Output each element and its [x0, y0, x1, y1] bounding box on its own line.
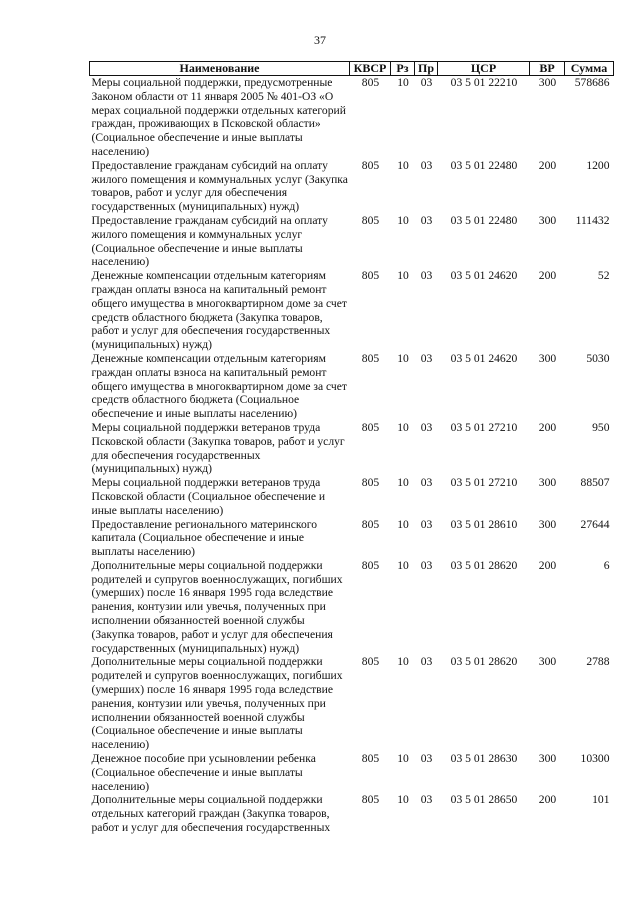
- page-number: 37: [314, 33, 326, 47]
- cell-csr: 03 5 01 24620: [450, 351, 518, 365]
- cell-rz: 10: [397, 752, 409, 766]
- cell-vr: 300: [538, 351, 557, 365]
- cell-rz: 10: [397, 76, 409, 89]
- cell-sum: 88507: [580, 476, 610, 490]
- cell-kvsr: 805: [361, 420, 380, 434]
- column-header-pr: Пр: [415, 62, 438, 76]
- cell-csr: 03 5 01 28620: [450, 655, 518, 669]
- column-header-name: Наименование: [90, 62, 350, 76]
- cell-name: Предоставление гражданам субсидий на оплату жилого помещения и коммунальных услуг (Закупка товаров, работ и услуг для обеспечения государственных (муниципальных) нужд): [91, 158, 348, 214]
- cell-rz: 10: [397, 420, 409, 434]
- cell-name: Предоставление гражданам субсидий на оплату жилого помещения и коммунальных услуг (Социальное обеспечение и иные выплаты населению): [91, 213, 328, 269]
- cell-vr: 200: [538, 793, 557, 807]
- cell-kvsr: 805: [361, 476, 380, 490]
- cell-pr: 03: [420, 655, 433, 669]
- cell-vr: 300: [538, 213, 557, 227]
- cell-pr: 03: [420, 476, 433, 490]
- cell-kvsr: 805: [361, 655, 380, 669]
- cell-vr: 200: [538, 269, 557, 283]
- table-row: [90, 352, 614, 421]
- cell-vr: 300: [538, 752, 557, 766]
- cell-vr: 300: [538, 76, 557, 89]
- table-row: [90, 655, 614, 752]
- cell-name: Дополнительные меры социальной поддержки родителей и супругов военнослужащих, погибших (умерших) после 16 января 1995 года вследствие ранения, контузии или увечья, полученных при исполнении обязанностей военной службы (Закупка товаров, работ и услуг для обеспечения государственных (муниципальных) нужд): [91, 558, 343, 655]
- table-row: [90, 752, 614, 793]
- cell-sum: 27644: [580, 517, 610, 531]
- table-row: [90, 159, 614, 214]
- cell-rz: 10: [397, 476, 409, 490]
- cell-pr: 03: [420, 793, 433, 807]
- cell-rz: 10: [397, 351, 409, 365]
- cell-csr: 03 5 01 27210: [450, 476, 518, 490]
- cell-rz: 10: [397, 158, 409, 172]
- cell-sum: 2788: [586, 655, 610, 669]
- budget-table: [89, 61, 614, 835]
- cell-pr: 03: [420, 351, 433, 365]
- cell-csr: 03 5 01 24620: [450, 269, 518, 283]
- cell-rz: 10: [397, 213, 409, 227]
- table-row: [90, 518, 614, 559]
- cell-pr: 03: [420, 213, 433, 227]
- cell-csr: 03 5 01 27210: [450, 420, 518, 434]
- cell-vr: 200: [538, 158, 557, 172]
- cell-csr: 03 5 01 22480: [450, 213, 518, 227]
- column-header-sum: Сумма: [565, 62, 614, 76]
- column-header-kvsr: КВСР: [350, 62, 391, 76]
- table-row: [90, 559, 614, 656]
- cell-name: Меры социальной поддержки ветеранов труда Псковской области (Закупка товаров, работ и услуг для обеспечения государственных (муниципальных) нужд): [91, 420, 345, 476]
- cell-csr: 03 5 01 28630: [450, 752, 518, 766]
- cell-pr: 03: [420, 420, 433, 434]
- cell-pr: 03: [420, 158, 433, 172]
- cell-kvsr: 805: [361, 752, 380, 766]
- table-row: [90, 476, 614, 517]
- cell-csr: 03 5 01 22480: [450, 158, 518, 172]
- cell-sum: 1200: [586, 158, 610, 172]
- cell-sum: 578686: [574, 76, 610, 89]
- cell-vr: 300: [538, 655, 557, 669]
- cell-name: Меры социальной поддержки ветеранов труда Псковской области (Социальное обеспечение и иные выплаты населению): [91, 476, 326, 517]
- cell-pr: 03: [420, 269, 433, 283]
- table-row: [90, 76, 614, 159]
- cell-kvsr: 805: [361, 351, 380, 365]
- column-header-csr: ЦСР: [438, 62, 530, 76]
- cell-csr: 03 5 01 28620: [450, 558, 518, 572]
- cell-vr: 300: [538, 517, 557, 531]
- cell-name: Денежные компенсации отдельным категориям граждан оплаты взноса на капитальный ремонт общего имущества в многоквартирном доме за счет средств областного бюджета (Социальное обеспечение и иные выплаты населению): [91, 351, 347, 421]
- cell-kvsr: 805: [361, 213, 380, 227]
- table-row: [90, 421, 614, 476]
- table-header-row: [90, 62, 614, 76]
- cell-name: Денежное пособие при усыновлении ребенка (Социальное обеспечение и иные выплаты населению): [91, 752, 316, 793]
- cell-sum: 950: [592, 420, 610, 434]
- cell-pr: 03: [420, 558, 433, 572]
- cell-name: Дополнительные меры социальной поддержки родителей и супругов военнослужащих, погибших (умерших) после 16 января 1995 года вследствие ранения, контузии или увечья, полученных при исполнении обязанностей военной службы (Социальное обеспечение и иные выплаты населению): [91, 655, 343, 752]
- cell-rz: 10: [397, 558, 409, 572]
- cell-rz: 10: [397, 269, 409, 283]
- table-row: [90, 269, 614, 352]
- cell-vr: 200: [538, 420, 557, 434]
- column-header-vr: ВР: [530, 62, 565, 76]
- cell-kvsr: 805: [361, 158, 380, 172]
- cell-kvsr: 805: [361, 558, 380, 572]
- cell-kvsr: 805: [361, 76, 380, 89]
- cell-rz: 10: [397, 517, 409, 531]
- cell-sum: 5030: [586, 351, 610, 365]
- cell-kvsr: 805: [361, 269, 380, 283]
- cell-sum: 101: [592, 793, 610, 807]
- cell-kvsr: 805: [361, 517, 380, 531]
- cell-sum: 52: [597, 269, 610, 283]
- table-row: [90, 214, 614, 269]
- cell-csr: 03 5 01 28610: [450, 517, 518, 531]
- cell-vr: 300: [538, 476, 557, 490]
- cell-rz: 10: [397, 793, 409, 807]
- cell-csr: 03 5 01 28650: [450, 793, 518, 807]
- cell-sum: 10300: [580, 752, 610, 766]
- column-header-rz: Рз: [391, 62, 415, 76]
- cell-name: Дополнительные меры социальной поддержки отдельных категорий граждан (Закупка товаров, работ и услуг для обеспечения государственных: [91, 793, 331, 835]
- cell-pr: 03: [420, 76, 433, 89]
- cell-sum: 6: [603, 558, 610, 572]
- table-row: [90, 793, 614, 834]
- cell-sum: 111432: [575, 213, 610, 227]
- cell-name: Денежные компенсации отдельным категориям граждан оплаты взноса на капитальный ремонт общего имущества в многоквартирном доме за счет средств областного бюджета (Закупка товаров, работ и услуг для обеспечения государственных (муниципальных) нужд): [91, 269, 347, 352]
- cell-name: Предоставление регионального материнского капитала (Социальное обеспечение и иные выплаты населению): [91, 517, 318, 559]
- cell-rz: 10: [397, 655, 409, 669]
- cell-vr: 200: [538, 558, 557, 572]
- cell-pr: 03: [420, 752, 433, 766]
- cell-kvsr: 805: [361, 793, 380, 807]
- cell-csr: 03 5 01 22210: [450, 76, 518, 89]
- cell-name: Меры социальной поддержки, предусмотренные Законом области от 11 января 2005 № 401-ОЗ «О мерах социальной поддержки отдельных категорий граждан, проживающих в Псковской области» (Социальное обеспечение и иные выплаты населению): [91, 76, 346, 158]
- cell-pr: 03: [420, 517, 433, 531]
